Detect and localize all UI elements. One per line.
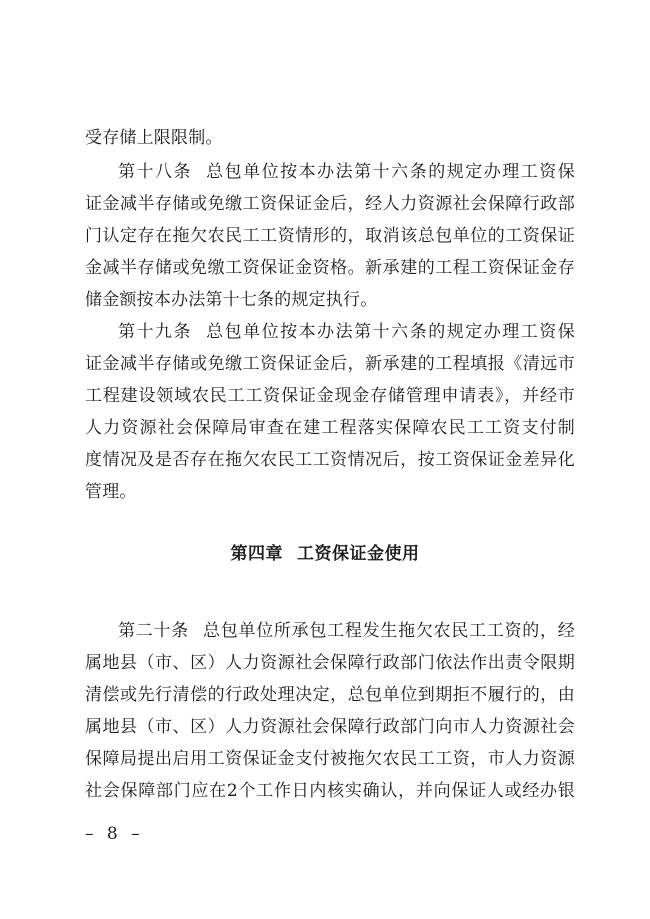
text-line: 属地县（市、区）人力资源社会保障行政部门向市人力资源社会 <box>85 717 575 737</box>
text-line: 总包单位按本办法第十六条的规定办理工资保 <box>206 162 575 182</box>
text-line: 工程建设领域农民工工资保证金现金存储管理申请表》，并经市 <box>85 386 575 406</box>
text-line: 清偿或先行清偿的行政处理决定，总包单位到期拒不履行的，由 <box>85 685 575 705</box>
text-line: 总包单位按本办法第十六条的规定办理工资保 <box>206 322 575 342</box>
text-line: 总包单位所承包工程发生拖欠农民工工资的，经 <box>202 621 575 641</box>
text-line: 管理。 <box>85 482 137 502</box>
chapter-title: 工资保证金使用 <box>297 544 420 564</box>
page-number: – 8 – <box>85 824 144 844</box>
article-20-label: 第二十条 <box>118 621 189 641</box>
chapter-heading <box>0 542 650 566</box>
article-19-label: 第十九条 <box>118 322 193 342</box>
text-line: 门认定存在拖欠农民工工资情形的，取消该总包单位的工资保证 <box>85 226 575 246</box>
text-line: 度情况及是否存在拖欠农民工工资情况后，按工资保证金差异化 <box>85 450 575 470</box>
article-20-first-line <box>118 620 575 642</box>
text-line: 金减半存储或免缴工资保证金资格。新承建的工程工资保证金存 <box>85 258 575 278</box>
text-line: 保障局提出启用工资保证金支付被拖欠农民工工资，市人力资源 <box>85 749 575 769</box>
text-line: 证金减半存储或免缴工资保证金后，经人力资源社会保障行政部 <box>85 194 575 214</box>
article-18-label: 第十八条 <box>118 162 193 182</box>
text-line: 属地县（市、区）人力资源社会保障行政部门依法作出责令限期 <box>85 653 575 673</box>
text-line: 受存储上限限制。 <box>85 128 223 148</box>
article-19-first-line <box>118 321 575 343</box>
text-line: 证金减半存储或免缴工资保证金后，新承建的工程填报《清远市 <box>85 354 575 374</box>
text-line: 储金额按本办法第十七条的规定执行。 <box>85 290 378 310</box>
text-line: 人力资源社会保障局审查在建工程落实保障农民工工资支付制 <box>85 418 575 438</box>
chapter-number: 第四章 <box>230 544 283 564</box>
text-line: 社会保障部门应在2个工作日内核实确认，并向保证人或经办银 <box>85 781 575 801</box>
article-18-first-line <box>118 161 575 183</box>
